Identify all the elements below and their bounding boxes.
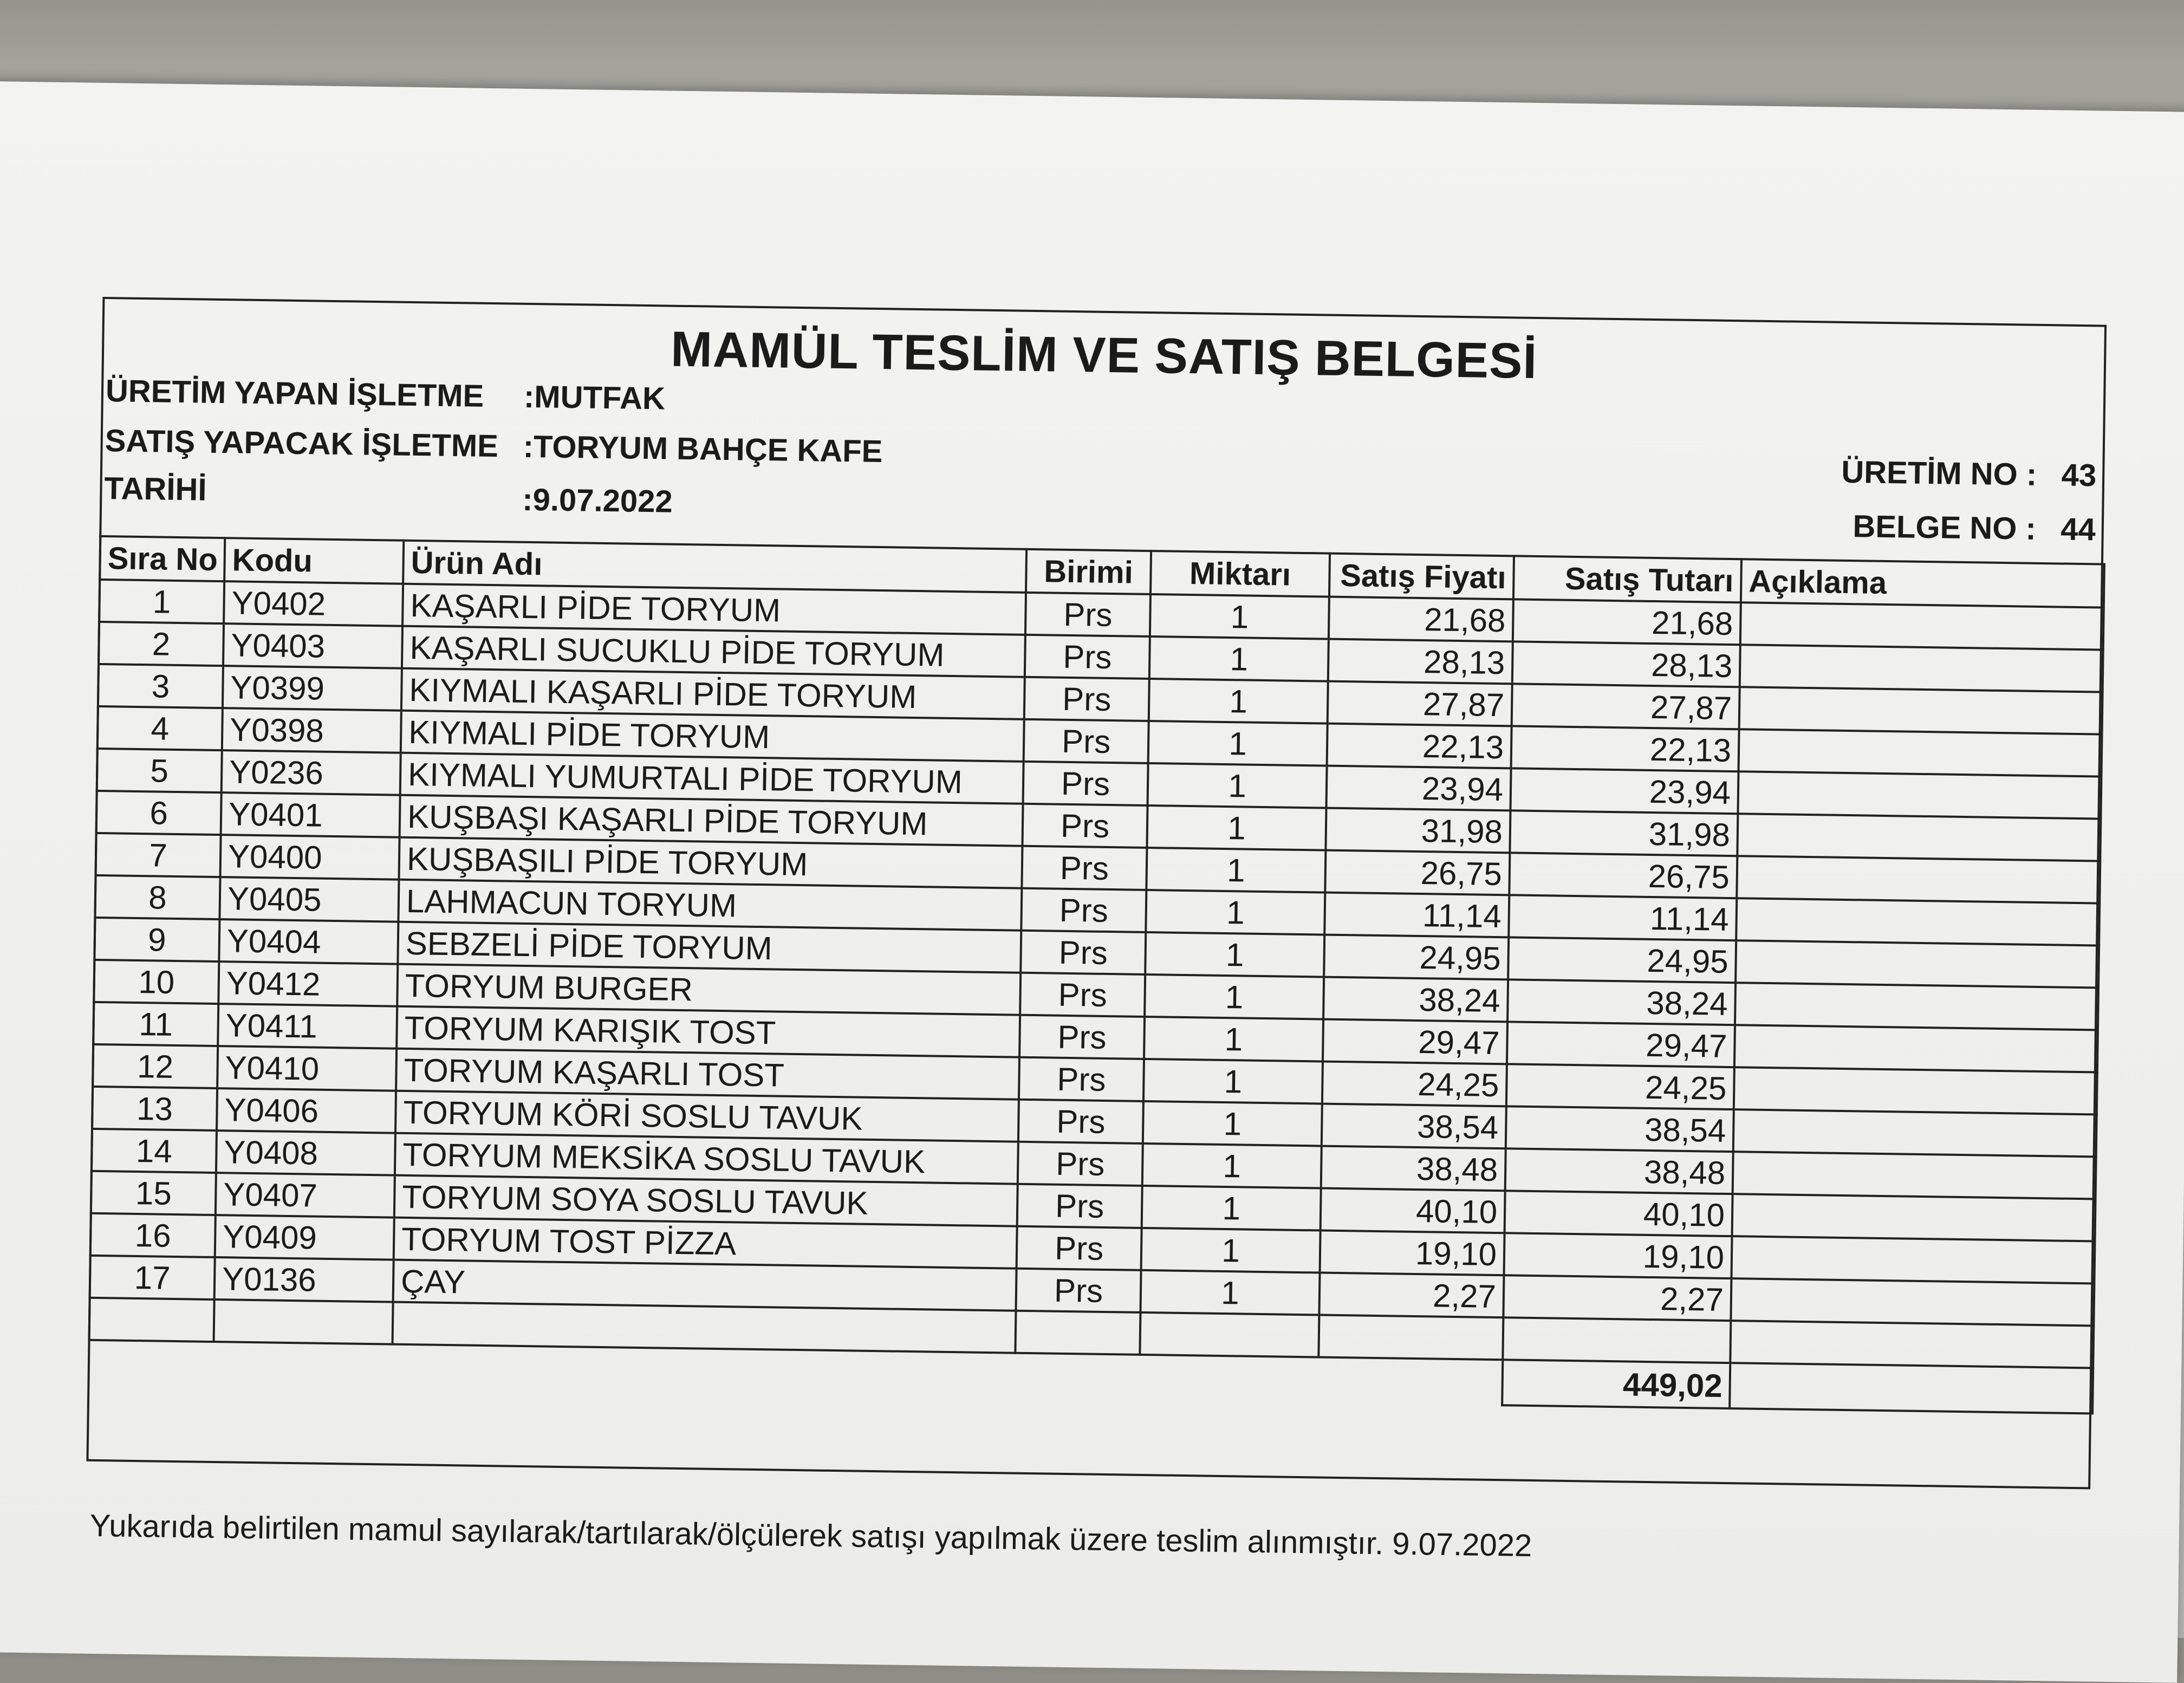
producer-label: ÜRETİM YAPAN İŞLETME [105, 373, 484, 414]
row-satis-tutari [1503, 1317, 1731, 1363]
row-birimi: Prs [1019, 1057, 1144, 1101]
row-birimi: Prs [1017, 1184, 1142, 1228]
date-label: TARİHİ [104, 471, 207, 508]
row-aciklama [1734, 1025, 2098, 1072]
row-kodu: Y0402 [224, 581, 403, 626]
row-satis-tutari: 11,14 [1509, 895, 1737, 940]
row-birimi: Prs [1021, 888, 1146, 932]
row-satis-fiyati: 24,25 [1322, 1062, 1507, 1107]
row-birimi: Prs [1020, 931, 1146, 974]
row-aciklama [1738, 771, 2101, 818]
row-miktari: 1 [1149, 679, 1328, 724]
row-satis-tutari: 26,75 [1509, 853, 1737, 898]
row-satis-fiyati: 23,94 [1327, 766, 1511, 811]
row-satis-fiyati: 21,68 [1329, 597, 1513, 642]
row-satis-tutari: 40,10 [1505, 1191, 1733, 1236]
row-sira-no: 14 [92, 1129, 217, 1173]
row-urun-adi: KAŞARLI PİDE TORYUM [402, 584, 1026, 635]
footer-statement: Yukarıda belirtilen mamul sayılarak/tartılarak/ölçülerek satışı yapılmak üzere teslim alınmıştır. 9.07.2022 [89, 1507, 1532, 1564]
row-urun-adi: LAHMACUN TORYUM [398, 880, 1022, 931]
row-birimi: Prs [1022, 846, 1147, 890]
row-birimi: Prs [1024, 719, 1149, 763]
row-kodu: Y0412 [218, 961, 398, 1006]
header-satis-fiyati: Satış Fiyatı [1329, 554, 1514, 600]
row-kodu: Y0411 [218, 1004, 397, 1049]
row-kodu [214, 1299, 393, 1344]
row-aciklama [1739, 687, 2103, 734]
row-sira-no: 16 [90, 1213, 216, 1257]
row-birimi: Prs [1020, 973, 1145, 1017]
row-sira-no: 1 [99, 580, 224, 623]
row-satis-tutari: 38,24 [1507, 979, 1735, 1025]
date-value: :9.07.2022 [522, 482, 673, 519]
row-miktari: 1 [1146, 890, 1325, 935]
row-satis-fiyati [1318, 1315, 1503, 1360]
row-satis-fiyati: 22,13 [1327, 724, 1512, 769]
row-kodu: Y0399 [223, 666, 402, 711]
row-satis-fiyati: 40,10 [1321, 1188, 1505, 1233]
row-birimi: Prs [1023, 762, 1148, 805]
row-kodu: Y0409 [215, 1215, 394, 1260]
seller-label: SATIŞ YAPACAK İŞLETME [105, 423, 499, 464]
row-satis-tutari: 19,10 [1504, 1233, 1732, 1278]
row-urun-adi: KUŞBAŞILI PİDE TORYUM [399, 837, 1022, 888]
header-miktari: Miktarı [1150, 551, 1330, 597]
row-kodu: Y0236 [222, 750, 401, 795]
row-aciklama [1736, 898, 2100, 945]
row-kodu: Y0398 [222, 708, 401, 753]
row-urun-adi: KIYMALI PİDE TORYUM [401, 711, 1024, 762]
row-sira-no: 6 [96, 791, 222, 835]
row-sira-no: 15 [91, 1171, 216, 1215]
row-kodu: Y0400 [220, 835, 400, 880]
row-miktari: 1 [1140, 1270, 1320, 1315]
row-aciklama [1735, 940, 2099, 987]
row-aciklama [1734, 1067, 2097, 1114]
row-urun-adi: KUŞBAŞI KAŞARLI PİDE TORYUM [400, 795, 1023, 846]
row-satis-fiyati: 38,48 [1321, 1146, 1506, 1191]
total-aciklama [1730, 1363, 2093, 1413]
row-kodu: Y0408 [216, 1130, 395, 1175]
row-urun-adi: TORYUM SOYA SOSLU TAVUK [394, 1175, 1018, 1226]
row-aciklama [1732, 1194, 2096, 1241]
row-aciklama [1740, 602, 2104, 649]
header-aciklama: Açıklama [1741, 559, 2104, 607]
total-amount: 449,02 [1502, 1360, 1730, 1408]
row-urun-adi: SEBZELİ PİDE TORYUM [398, 922, 1021, 973]
row-miktari: 1 [1143, 1101, 1322, 1146]
row-urun-adi: KIYMALI KAŞARLI PİDE TORYUM [401, 668, 1025, 719]
header-urun-adi: Ürün Adı [403, 541, 1026, 593]
row-kodu: Y0404 [219, 919, 398, 964]
row-kodu: Y0406 [217, 1088, 396, 1133]
row-aciklama [1731, 1278, 2094, 1325]
row-birimi: Prs [1024, 677, 1149, 721]
row-satis-fiyati: 31,98 [1325, 808, 1510, 853]
row-satis-fiyati: 24,95 [1324, 935, 1509, 980]
row-kodu: Y0405 [219, 877, 399, 922]
row-satis-tutari: 2,27 [1503, 1275, 1731, 1321]
row-miktari: 1 [1142, 1186, 1321, 1231]
row-miktari: 1 [1142, 1143, 1322, 1188]
row-miktari: 1 [1141, 1228, 1321, 1273]
row-satis-tutari: 21,68 [1513, 599, 1741, 645]
row-satis-tutari: 24,95 [1508, 937, 1736, 983]
row-satis-fiyati: 29,47 [1323, 1019, 1507, 1064]
row-sira-no: 2 [99, 622, 224, 666]
row-miktari: 1 [1145, 932, 1324, 977]
paper-sheet [0, 81, 2184, 1683]
row-satis-tutari: 31,98 [1510, 810, 1738, 856]
row-miktari: 1 [1148, 763, 1327, 808]
row-birimi: Prs [1016, 1269, 1141, 1312]
row-aciklama [1737, 814, 2101, 861]
row-miktari: 1 [1144, 1017, 1323, 1062]
row-urun-adi: TORYUM KARIŞIK TOST [396, 1006, 1020, 1057]
row-sira-no: 9 [94, 918, 219, 961]
producer-value: :MUTFAK [523, 379, 666, 417]
row-urun-adi: TORYUM TOST PİZZA [394, 1218, 1017, 1269]
row-sira-no: 4 [98, 706, 223, 750]
header-birimi: Birimi [1026, 549, 1151, 594]
row-birimi: Prs [1018, 1142, 1143, 1186]
row-birimi: Prs [1019, 1015, 1145, 1059]
row-aciklama [1740, 645, 2103, 692]
row-satis-tutari: 38,48 [1505, 1148, 1733, 1194]
row-aciklama [1733, 1109, 2097, 1156]
row-satis-tutari: 38,54 [1506, 1106, 1734, 1152]
row-birimi: Prs [1018, 1100, 1143, 1143]
row-sira-no: 8 [95, 875, 220, 919]
row-satis-fiyati: 2,27 [1319, 1273, 1504, 1318]
row-urun-adi: TORYUM KAŞARLI TOST [396, 1049, 1019, 1100]
row-miktari: 1 [1147, 805, 1326, 850]
row-satis-fiyati: 28,13 [1328, 639, 1513, 684]
row-kodu: Y0410 [217, 1046, 396, 1091]
seller-value: :TORYUM BAHÇE KAFE [523, 428, 883, 470]
row-sira-no: 7 [96, 833, 221, 877]
row-sira-no: 13 [92, 1087, 217, 1130]
row-sira-no [89, 1298, 214, 1342]
row-urun-adi: TORYUM MEKSİKA SOSLU TAVUK [395, 1133, 1018, 1184]
document-no-value: 44 [2060, 511, 2096, 548]
document-no-label: BELGE NO : [1852, 509, 2037, 547]
row-sira-no: 10 [94, 960, 219, 1004]
production-no-value: 43 [2061, 457, 2097, 493]
row-kodu: Y0407 [216, 1173, 395, 1218]
delivery-sales-document [86, 297, 2107, 1564]
items-table [87, 535, 2105, 1415]
row-satis-tutari: 29,47 [1507, 1022, 1735, 1067]
row-miktari: 1 [1148, 721, 1328, 766]
row-satis-fiyati: 11,14 [1324, 893, 1509, 938]
row-aciklama [1735, 983, 2098, 1030]
row-sira-no: 17 [90, 1256, 215, 1299]
row-birimi: Prs [1025, 593, 1150, 636]
row-satis-tutari: 22,13 [1511, 726, 1739, 771]
row-kodu: Y0403 [223, 623, 402, 668]
row-urun-adi: TORYUM BURGER [397, 964, 1020, 1015]
production-no-label: ÜRETİM NO : [1841, 454, 2037, 492]
row-urun-adi: ÇAY [393, 1260, 1017, 1311]
row-satis-fiyati: 26,75 [1325, 850, 1510, 895]
row-sira-no: 11 [93, 1002, 218, 1046]
header-satis-tutari: Satış Tutarı [1513, 556, 1741, 602]
row-aciklama [1733, 1152, 2096, 1199]
row-sira-no: 3 [98, 664, 223, 708]
row-miktari: 1 [1149, 636, 1329, 681]
header-kodu: Kodu [224, 538, 404, 584]
row-birimi: Prs [1022, 804, 1147, 848]
row-urun-adi: TORYUM KÖRİ SOSLU TAVUK [395, 1091, 1019, 1142]
row-urun-adi: KIYMALI YUMURTALI PİDE TORYUM [400, 753, 1024, 804]
row-satis-tutari: 28,13 [1512, 641, 1740, 687]
row-miktari: 1 [1146, 848, 1325, 893]
row-aciklama [1737, 856, 2100, 903]
row-satis-fiyati: 38,24 [1323, 977, 1508, 1022]
row-aciklama [1731, 1236, 2095, 1283]
row-sira-no: 12 [93, 1044, 218, 1088]
row-kodu: Y0136 [214, 1257, 394, 1302]
row-satis-tutari: 24,25 [1506, 1064, 1734, 1109]
row-sira-no: 5 [97, 749, 222, 792]
row-birimi: Prs [1025, 635, 1150, 679]
row-miktari: 1 [1145, 974, 1324, 1019]
row-miktari: 1 [1143, 1059, 1323, 1104]
row-satis-tutari: 27,87 [1512, 684, 1740, 729]
row-aciklama [1730, 1321, 2094, 1368]
header-sira-no: Sıra No [100, 536, 225, 581]
row-satis-fiyati: 19,10 [1320, 1231, 1505, 1276]
row-birimi [1015, 1311, 1140, 1355]
row-miktari: 1 [1150, 594, 1329, 639]
row-satis-fiyati: 38,54 [1322, 1104, 1506, 1149]
row-satis-tutari: 23,94 [1510, 768, 1738, 814]
row-kodu: Y0401 [221, 792, 400, 837]
row-miktari [1140, 1312, 1319, 1357]
row-aciklama [1739, 729, 2102, 776]
row-birimi: Prs [1017, 1226, 1142, 1270]
document-title: MAMÜL TESLİM VE SATIŞ BELGESİ [670, 321, 1538, 389]
row-satis-fiyati: 27,87 [1328, 681, 1512, 726]
row-urun-adi: KAŞARLI SUCUKLU PİDE TORYUM [402, 626, 1025, 677]
